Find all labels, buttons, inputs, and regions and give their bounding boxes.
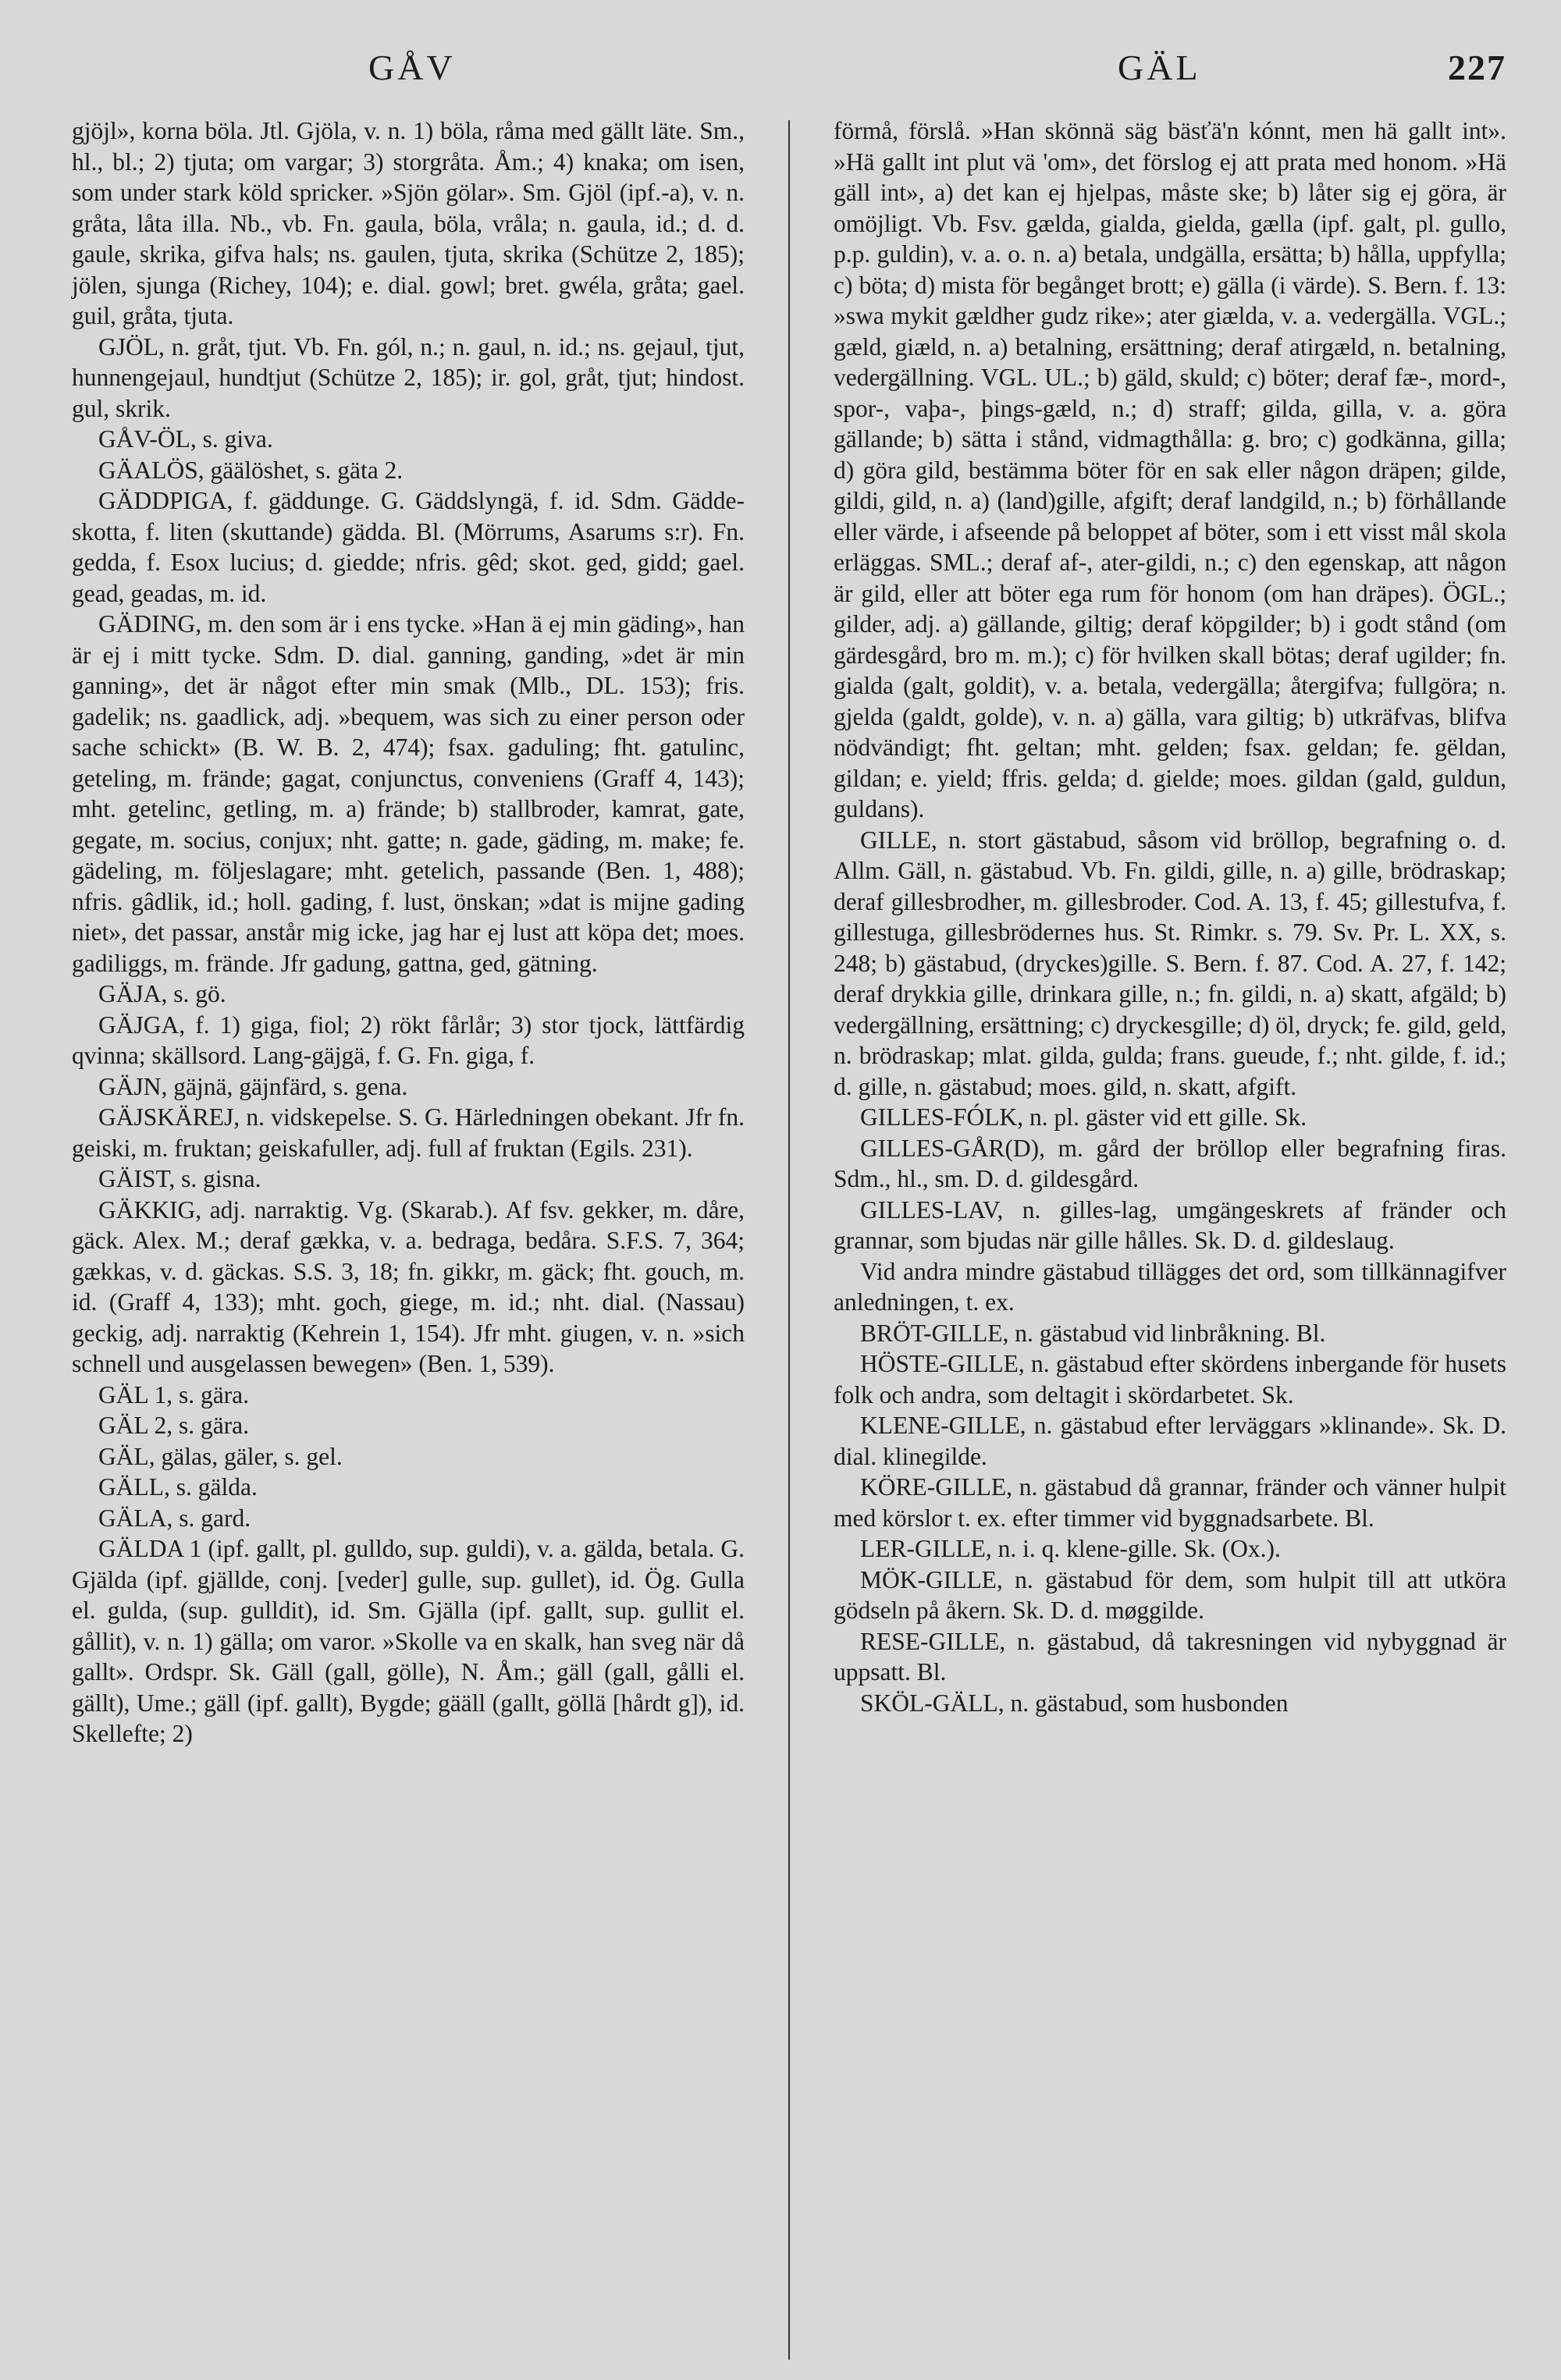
dictionary-entry: SKÖL-GÄLL, n. gästabud, som husbonden	[859, 1689, 1289, 1717]
two-column-body	[72, 115, 1506, 2360]
dictionary-entry: GÄJGA, f. 1) giga, fiol; 2) rökt fårlår; 3) stor tjock, lättfärdig qvinna; skällsord. Lang-gäjgä, f. G. Fn. giga, f.	[72, 1011, 745, 1069]
dictionary-entry: GILLES-GÅR(D), m. gård der bröllop eller begrafning firas. Sdm., hl., sm. D. d. gildesgård.	[833, 1134, 1506, 1192]
dictionary-entry: GÄL, gälas, gäler, s. gel.	[98, 1442, 343, 1470]
dictionary-entry: GÄJN, gäjnä, gäjnfärd, s. gena.	[98, 1072, 408, 1100]
dictionary-entry: GÄALÖS, gäälöshet, s. gäta 2.	[98, 456, 404, 484]
dictionary-entry: GÄKKIG, adj. narraktig. Vg. (Skarab.). Af fsv. gekker, m. dåre, gäck. Alex. M.; deraf gækka, v. a. bedraga, bedåra. S.F.S. 7, 364; gækkas, v. d. gäckas. S.S. 3, 18; fn. gikkr, m. gäck; fht. gouch, m. id. (Graff 4, 133); mht. goch, giege, m. id.; nht. dial. (Nassau) geckig, adj. narraktig (Kehrein 1, 154). Jfr mht. giugen, v. n. »sich schnell und ausgelassen bewegen» (Ben. 1, 539).	[72, 1195, 745, 1377]
dictionary-entry: GÄLA, s. gard.	[98, 1504, 251, 1532]
dictionary-entry: KÖRE-GILLE, n. gästabud då grannar, fränder och vänner hulpit med körslor t. ex. efter timmer vid byggnadsarbete. Bl.	[833, 1473, 1506, 1532]
running-head-left: GÅV	[368, 48, 456, 87]
dictionary-entry: GÄL 2, s. gära.	[98, 1412, 250, 1439]
dictionary-entry: GÅV-ÖL, s. giva.	[98, 425, 273, 453]
column-divider	[788, 120, 790, 2360]
dictionary-entry: GÄDDPIGA, f. gäddunge. G. Gäddslyngä, f. id. Sdm. Gädde-skotta, f. liten (skuttande) gädda. Bl. (Mörrums, Asarums s:r). Fn. gedda, f. Esox lucius; d. giedde; nfris. gêd; skot. ged, gidd; gael. gead, geadas, m. id.	[72, 487, 745, 607]
dictionary-entry: GÄDING, m. den som är i ens tycke. »Han ä ej min gäding», han är ej i mitt tycke. Sdm. D. dial. ganning, ganding, »det är min ganning», det är något efter min smak (Mlb., DL. 153); fris. gadelik; ns. gaadlick, adj. »bequem, was sich zu einer person oder sache schickt» (B. W. B. 2, 474); fsax. gaduling; fht. gatulinc, geteling, m. frände; gagat, conjunctus, conveniens (Graff 4, 143); mht. getelinc, getling, m. a) frände; b) stallbroder, kamrat, gate, gegate, m. socius, conjux; nht. gatte; n. gade, gäding, m. make; fe. gädeling, m. följeslagare; mht. getelich, passande (Ben. 1, 488); nfris. gâdlik, id.; holl. gading, f. lust, önskan; »dat is mijne gading niet», det passar, anstår mig icke, jag har ej lust att köpa det; moes. gadiliggs, m. frände. Jfr gadung, gattna, ged, gätning.	[72, 610, 745, 977]
dictionary-entry: GILLE, n. stort gästabud, såsom vid bröllop, begrafning o. d. Allm. Gäll, n. gästabud. Vb. Fn. gildi, gille, n. a) gille, brödraskap; deraf gillesbrodher, m. gillesbroder. Cod. A. 13, f. 45; gillestufva, f. gillestuga, gillesbrödernes hus. St. Rimkr. s. 79. Sv. Pr. L. XX, s. 248; b) gästabud, (dryckes)gille. S. Bern. f. 87. Cod. A. 27, f. 142; deraf drykkia gille, drinkara gille, n.; fn. gildi, n. a) skatt, afgäld; b) vedergällning, ersättning; c) dryckesgille; d) öl, dryck; fe. gild, geld, n. brödraskap; mlat. gilda, gulda; frans. gueude, f.; nht. gilde, f. id.; d. gille, n. gästabud; moes. gild, n. skatt, afgift.	[833, 826, 1506, 1100]
page-number: 227	[1448, 48, 1506, 87]
dictionary-entry: BRÖT-GILLE, n. gästabud vid linbråkning. Bl.	[859, 1319, 1326, 1347]
dictionary-entry: RESE-GILLE, n. gästabud, då takresningen vid nybyggnad är uppsatt. Bl.	[833, 1627, 1506, 1686]
dictionary-entry: GÄJA, s. gö.	[98, 980, 226, 1007]
dictionary-entry: GÄLL, s. gälda.	[98, 1473, 258, 1501]
running-head-center: GÄL	[1118, 48, 1201, 87]
dictionary-entry: GJÖL, n. gråt, tjut. Vb. Fn. gól, n.; n. gaul, n. id.; ns. gejaul, tjut, hunnengejaul, hundtjut (Schütze 2, 185); ir. gol, gråt, tjut; hindost. gul, skrik.	[72, 332, 745, 422]
entry-continuation: gjöjl», korna böla. Jtl. Gjöla, v. n. 1) böla, råma med gällt läte. Sm., hl., bl.; 2) tjuta; om vargar; 3) storgråta. Åm.; 4) knaka; om isen, som under stark köld spricker. »Sjön gölar». Sm. Gjöl (ipf.-a), v. n. gråta, låta illa. Nb., vb. Fn. gaula, böla, vråla; n. gaula, id.; d. d. gaule, skrika, gifva hals; ns. gaulen, tjuta, skrika (Schütze 2, 185); jölen, sjunga (Richey, 104); e. dial. gowl; bret. gwéla, gråta; gael. guil, gråta, tjuta.	[72, 117, 745, 329]
dictionary-entry: GILLES-LAV, n. gilles-lag, umgängeskrets af fränder och grannar, som bjudas när gille hålles. Sk. D. d. gildeslaug.	[833, 1195, 1506, 1254]
dictionary-entry: GÄL 1, s. gära.	[98, 1380, 250, 1408]
running-head	[72, 47, 1506, 109]
dictionary-entry: KLENE-GILLE, n. gästabud efter lerväggars »klinande». Sk. D. dial. klinegilde.	[833, 1412, 1506, 1470]
entry-continuation: förmå, förslå. »Han skönnä säg bäsťä'n kónnt, men hä gallt int». »Hä gallt int plut vä 'om», det förslog ej att prata med honom. »Hä gäll int», a) det kan ej hjelpas, måste ske; b) låter sig ej göra, är omöjligt. Vb. Fsv. gælda, gialda, gielda, gælla (ipf. galt, pl. gullo, p.p. guldin), v. a. o. n. a) betala, undgälla, ersätta; b) hålla, uppfylla; c) böta; d) mista för begånget brott; e) gälla (i värde). S. Bern. f. 13: »swa mykit gældher gudz rike»; ater giælda, v. a. vedergälla. VGL.; gæld, giæld, n. a) betalning, ersättning; deraf atirgæld, n. betalning, vedergällning. VGL. UL.; b) gäld, skuld; c) böter; deraf fæ-, mord-, spor-, vaþa-, þings-gæld, n.; d) straff; gilda, gilla, v. a. göra gällande; b) sätta i stånd, vidmagthålla: g. bro; c) godkänna, gilla; d) göra gild, bestämma böter för en sak eller någon dräpen; gilde, gildi, gild, n. a) (land)gille, afgift; deraf landgild, n.; b) förhållande eller värde, i afseende på beloppet af böter, som i ett visst mål skola erläggas. SML.; deraf af-, ater-gildi, n.; c) den egenskap, att någon är gild, eller att böter ega rum för honom (om han dräpes). ÖGL.; gilder, adj. a) gällande, giltig; deraf köpgilder; b) i godt stånd (om gärdesgård, bro m. m.); c) för hvilken skall bötas; deraf ugilder; fn. gialda (galt, goldit), v. a. betala, vedergälla; återgifva; fullgöra; n. gjelda (galdt, golde), v. n. a) gälla, vara giltig; b) utkräfvas, blifva nödvändigt; fht. geltan; mht. gelden; fsax. geldan; fe. gëldan, gildan; e. yield; ffris. gelda; d. gielde; moes. gildan (gald, guldun, guldans).	[833, 117, 1506, 822]
dictionary-entry: MÖK-GILLE, n. gästabud för dem, som hulpit till att utköra gödseln på åkern. Sk. D. d. møggilde.	[833, 1565, 1506, 1624]
dictionary-entry: GÄLDA 1 (ipf. gallt, pl. gulldo, sup. guldi), v. a. gälda, betala. G. Gjälda (ipf. gjällde, conj. [veder] gulle, sup. gullet), id. Ög. Gulla el. gulda, (sup. gulldit), id. Sm. Gjälla (ipf. gallt, sup. gullit el. gållit), v. n. 1) gälla; om varor. »Skolle va en skalk, han sveg när då gallt». Ordspr. Sk. Gäll (gall, gölle), N. Åm.; gäll (gall, gålli el. gällt), Ume.; gäll (ipf. gallt), Bygde; gääll (gallt, göllä [hårdt g]), id. Skellefte; 2)	[72, 1535, 745, 1747]
dictionary-entry: GÄIST, s. gisna.	[98, 1165, 261, 1192]
dictionary-entry: Vid andra mindre gästabud tillägges det ord, som tillkännagifver anledningen, t. ex.	[833, 1257, 1506, 1316]
dictionary-entry: LER-GILLE, n. i. q. klene-gille. Sk. (Ox.).	[859, 1535, 1281, 1562]
right-column	[834, 115, 1506, 2360]
dictionary-entry: GÄJSKÄREJ, n. vidskepelse. S. G. Härledningen obekant. Jfr fn. geiski, m. fruktan; geiskafuller, adj. full af fruktan (Egils. 231).	[72, 1103, 745, 1162]
dictionary-entry: HÖSTE-GILLE, n. gästabud efter skördens inbergande för husets folk och andra, som deltagit i skördarbetet. Sk.	[833, 1350, 1506, 1408]
left-column	[72, 115, 745, 2360]
dictionary-entry: GILLES-FÓLK, n. pl. gäster vid ett gille. Sk.	[859, 1103, 1307, 1131]
